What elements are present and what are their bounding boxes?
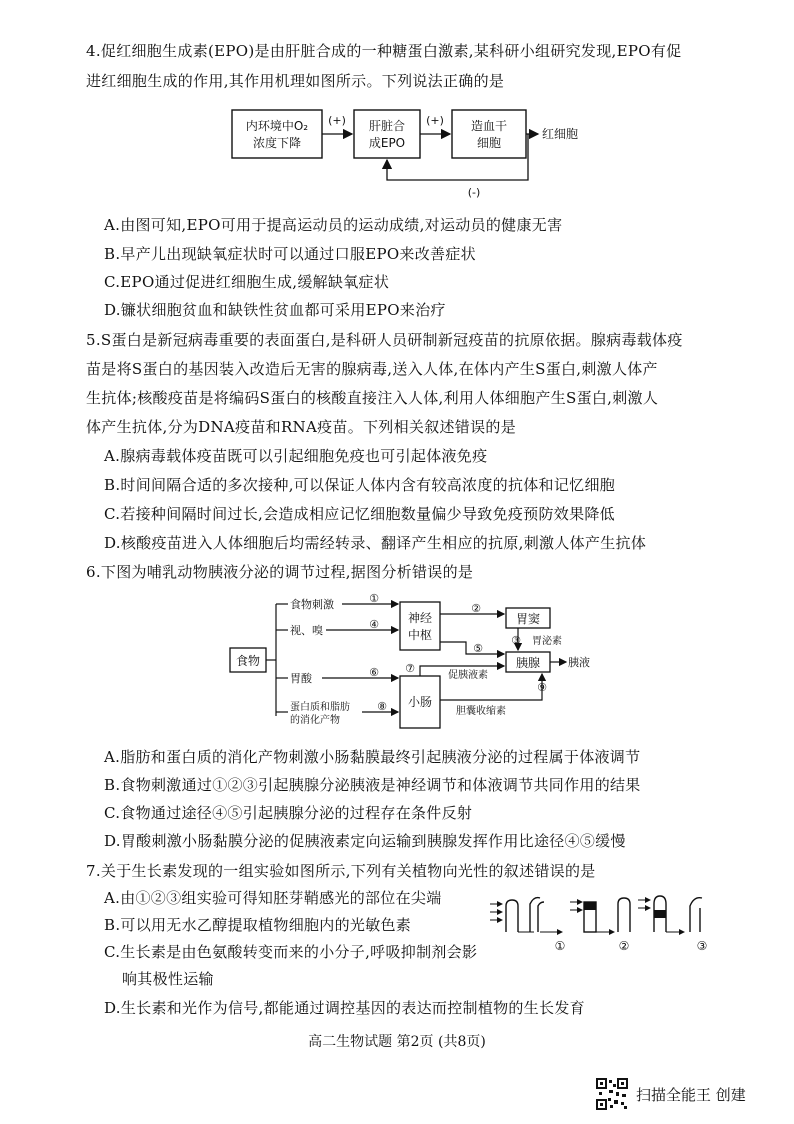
q6-cck: 胆囊收缩素 <box>456 706 506 717</box>
q4-feedback-arrow <box>387 134 528 180</box>
q6-n5: ⑤ <box>473 642 483 655</box>
q5-stem-line4: 体产生抗体,分为DNA疫苗和RNA疫苗。下列相关叙述错误的是 <box>86 418 517 436</box>
q5-stem-line1: 5.S蛋白是新冠病毒重要的表面蛋白,是科研人员研制新冠疫苗的抗原依据。腺病毒载体疫 <box>86 331 683 349</box>
q7-coleoptile-figure <box>488 890 720 952</box>
q4-box-oxygen <box>232 110 322 158</box>
q5-option-c: C.若接种间隔时间过长,会造成相应记忆细胞数量偏少导致免疫预防效果降低 <box>104 505 615 523</box>
q4-option-d: D.镰状细胞贫血和缺铁性贫血都可采用EPO来治疗 <box>104 301 446 319</box>
q7-option-c-cont: 响其极性运输 <box>122 970 214 988</box>
q4-box2-line2: 成EPO <box>368 136 406 150</box>
q7-stem: 7.关于生长素发现的一组实验如图所示,下列有关植物向光性的叙述错误的是 <box>86 862 596 880</box>
q7-option-d: D.生长素和光作为信号,都能通过调控基因的表达而控制植物的生长发育 <box>104 999 585 1017</box>
q4-box3-line2: 细胞 <box>476 136 502 150</box>
q4-diagram <box>228 104 608 199</box>
q6-n4: ④ <box>369 618 379 631</box>
q6-box-nerve <box>400 602 440 650</box>
q6-n6: ⑥ <box>369 666 379 679</box>
q7-option-c: C.生长素是由色氨酸转变而来的小分子,呼吸抑制剂会影 <box>104 943 478 961</box>
q6-n1: ① <box>369 592 379 605</box>
q7-option-a: A.由①②③组实验可得知胚芽鞘感光的部位在尖端 <box>104 889 442 907</box>
q6-n2: ② <box>471 602 481 615</box>
q4-stem-line1: 4.促红细胞生成素(EPO)是由肝脏合成的一种糖蛋白激素,某科研小组研究发现,EPO有促 <box>86 42 682 60</box>
q7-fig-label-3: ③ <box>696 939 708 952</box>
q6-stim1: 食物刺激 <box>290 598 334 611</box>
q5-option-a: A.腺病毒载体疫苗既可以引起细胞免疫也可引起体液免疫 <box>104 447 488 465</box>
q6-n9: ⑨ <box>537 681 547 694</box>
q4-stem-line2: 进红细胞生成的作用,其作用机理如图所示。下列说法正确的是 <box>86 72 505 90</box>
q4-box2-line1: 肝脏合 <box>368 119 406 133</box>
q4-plus1: (+) <box>328 114 346 127</box>
q6-stim2: 视、嗅 <box>290 624 323 637</box>
q6-n8: ⑧ <box>377 700 387 713</box>
q6-stim4-line2: 的消化产物 <box>290 715 340 726</box>
q4-option-c: C.EPO通过促进红细胞生成,缓解缺氧症状 <box>104 273 390 291</box>
q6-option-c: C.食物通过途径④⑤引起胰腺分泌的过程存在条件反射 <box>104 804 473 822</box>
q6-food: 食物 <box>235 654 261 668</box>
q4-box1-line1: 内环境中O₂ <box>245 119 309 133</box>
q6-option-a: A.脂肪和蛋白质的消化产物刺激小肠黏膜最终引起胰液分泌的过程属于体液调节 <box>104 748 641 766</box>
q6-nerve-line2: 中枢 <box>407 628 433 642</box>
q4-box-stemcell <box>452 110 526 158</box>
q6-stomach: 胃窦 <box>515 612 541 626</box>
q4-plus2: (+) <box>426 114 444 127</box>
q7-option-b: B.可以用无水乙醇提取植物细胞内的光敏色素 <box>104 916 412 934</box>
q6-secretin: 促胰液素 <box>448 670 488 681</box>
q5-stem-line2: 苗是将S蛋白的基因装入改造后无害的腺病毒,送入人体,在体内产生S蛋白,刺激人体产 <box>86 360 658 378</box>
q4-option-a: A.由图可知,EPO可用于提高运动员的运动成绩,对运动员的健康无害 <box>104 216 563 234</box>
q6-stim3: 胃酸 <box>290 672 312 685</box>
q5-option-d: D.核酸疫苗进入人体细胞后均需经转录、翻译产生相应的抗原,刺激人体产生抗体 <box>104 534 647 552</box>
q6-stem: 6.下图为哺乳动物胰液分泌的调节过程,据图分析错误的是 <box>86 563 474 581</box>
q7-fig-label-1: ① <box>554 939 566 952</box>
scanner-watermark <box>596 1078 746 1110</box>
q4-minus: (-) <box>467 186 481 199</box>
q7-fig-label-2: ② <box>618 939 630 952</box>
q6-option-d: D.胃酸刺激小肠黏膜分泌的促胰液素定向运输到胰腺发挥作用比途径④⑤缓慢 <box>104 832 626 850</box>
q6-diagram <box>226 592 606 740</box>
q6-intestine: 小肠 <box>407 695 433 709</box>
scanner-watermark-text: 扫描全能王 创建 <box>636 1085 746 1104</box>
qr-code-icon <box>596 1078 628 1110</box>
page-footer: 高二生物试题 第2页 (共8页) <box>308 1034 486 1050</box>
q6-nerve-line1: 神经 <box>407 611 433 625</box>
q6-pancreas: 胰腺 <box>515 656 541 670</box>
q6-juice: 胰液 <box>568 656 590 669</box>
q4-output: 红细胞 <box>542 127 579 141</box>
q6-n7: ⑦ <box>405 662 415 675</box>
q6-gastrin: 胃泌素 <box>532 636 562 647</box>
q4-box1-line2: 浓度下降 <box>252 136 302 150</box>
q4-option-b: B.早产儿出现缺氧症状时可以通过口服EPO来改善症状 <box>104 245 476 263</box>
q6-n3: ③ <box>511 634 521 647</box>
q6-option-b: B.食物刺激通过①②③引起胰腺分泌胰液是神经调节和体液调节共同作用的结果 <box>104 776 641 794</box>
q4-box-liver <box>354 110 420 158</box>
q6-stim4-line1: 蛋白质和脂肪 <box>290 702 350 713</box>
q5-option-b: B.时间间隔合适的多次接种,可以保证人体内含有较高浓度的抗体和记忆细胞 <box>104 476 616 494</box>
q5-stem-line3: 生抗体;核酸疫苗是将编码S蛋白的核酸直接注入人体,利用人体细胞产生S蛋白,刺激人 <box>86 389 659 407</box>
q4-box3-line1: 造血干 <box>470 119 508 133</box>
